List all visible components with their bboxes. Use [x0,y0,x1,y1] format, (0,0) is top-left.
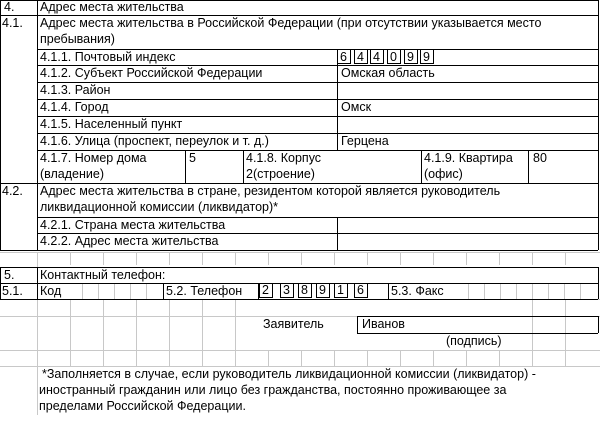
section42-number: 4.2. [2,184,23,198]
signature-caption: (подпись) [446,334,502,348]
building-label-line1: 4.1.8. Корпус [246,151,322,165]
section51-number: 5.1. [2,284,23,298]
phone-digit[interactable]: 1 [334,283,348,298]
postal-code-label: 4.1.1. Почтовый индекс [40,50,176,64]
section41-title-line2: пребывания) [40,32,115,46]
section4-title: Адрес места жительства [40,0,184,14]
phone-digit[interactable]: 9 [316,283,330,298]
section41-number: 4.1. [2,16,23,30]
apartment-value[interactable]: 80 [533,151,547,165]
foreign-address-label: 4.2.2. Адрес места жительства [40,234,219,248]
district-label: 4.1.3. Район [40,83,111,97]
postal-digit[interactable]: 4 [354,49,368,64]
section4-number: 4. [4,0,15,14]
section5-title: Контактный телефон: [40,268,166,282]
house-label-line1: 4.1.7. Номер дома [40,151,147,165]
phone-digit[interactable]: 2 [259,283,273,298]
settlement-value[interactable] [340,117,596,132]
footnote-line3: пределами Российской Федерации. [39,399,246,413]
country-label: 4.2.1. Страна места жительства [40,218,226,232]
apartment-label-line1: 4.1.9. Квартира [424,151,513,165]
fax-label: 5.3. Факс [391,284,444,298]
phone-digit[interactable]: 6 [354,283,368,298]
applicant-name[interactable]: Иванов [362,317,405,331]
footnote-line1: *Заполняется в случае, если руководитель ликвидационной комиссии (ликвидатор) - [42,367,536,381]
country-value[interactable] [340,218,596,233]
applicant-label: Заявитель [263,317,324,331]
phone-digit[interactable]: 3 [280,283,294,298]
postal-digit[interactable]: 0 [387,49,401,64]
section42-title-line2: ликвидационной комиссии (ликвидатор)* [40,200,279,214]
postal-digit[interactable]: 9 [420,49,434,64]
postal-digit[interactable]: 9 [404,49,418,64]
city-label: 4.1.4. Город [40,100,109,114]
building-label-line2: 2(строение) [246,167,315,181]
subject-label: 4.1.2. Субъект Российской Федерации [40,66,263,80]
code-label: Код [40,284,62,298]
apartment-label-line2: (офис) [424,167,463,181]
section5-number: 5. [4,268,15,282]
phone-digit[interactable]: 8 [298,283,312,298]
postal-digit[interactable]: 4 [370,49,384,64]
house-value[interactable]: 5 [189,151,196,165]
street-label: 4.1.6. Улица (проспект, переулок и т. д.) [40,134,269,148]
phone-label: 5.2. Телефон [166,284,243,298]
postal-digit[interactable]: 6 [337,49,351,64]
section42-title-line1: Адрес места жительства в стране, резидентом которой является руководитель [40,184,501,198]
district-value[interactable] [340,83,596,98]
foreign-address-value[interactable] [340,234,596,249]
street-value[interactable]: Герцена [341,134,389,148]
city-value[interactable]: Омск [341,100,372,114]
house-label-line2: (владение) [40,167,105,181]
settlement-label: 4.1.5. Населенный пункт [40,117,183,131]
section41-title-line1: Адрес места жительства в Российской Федерации (при отсутствии указывается место [40,16,542,30]
footnote-line2: иностранный гражданин или лицо без гражданства, постоянно проживающее за [39,383,507,397]
subject-value[interactable]: Омская область [341,66,435,80]
